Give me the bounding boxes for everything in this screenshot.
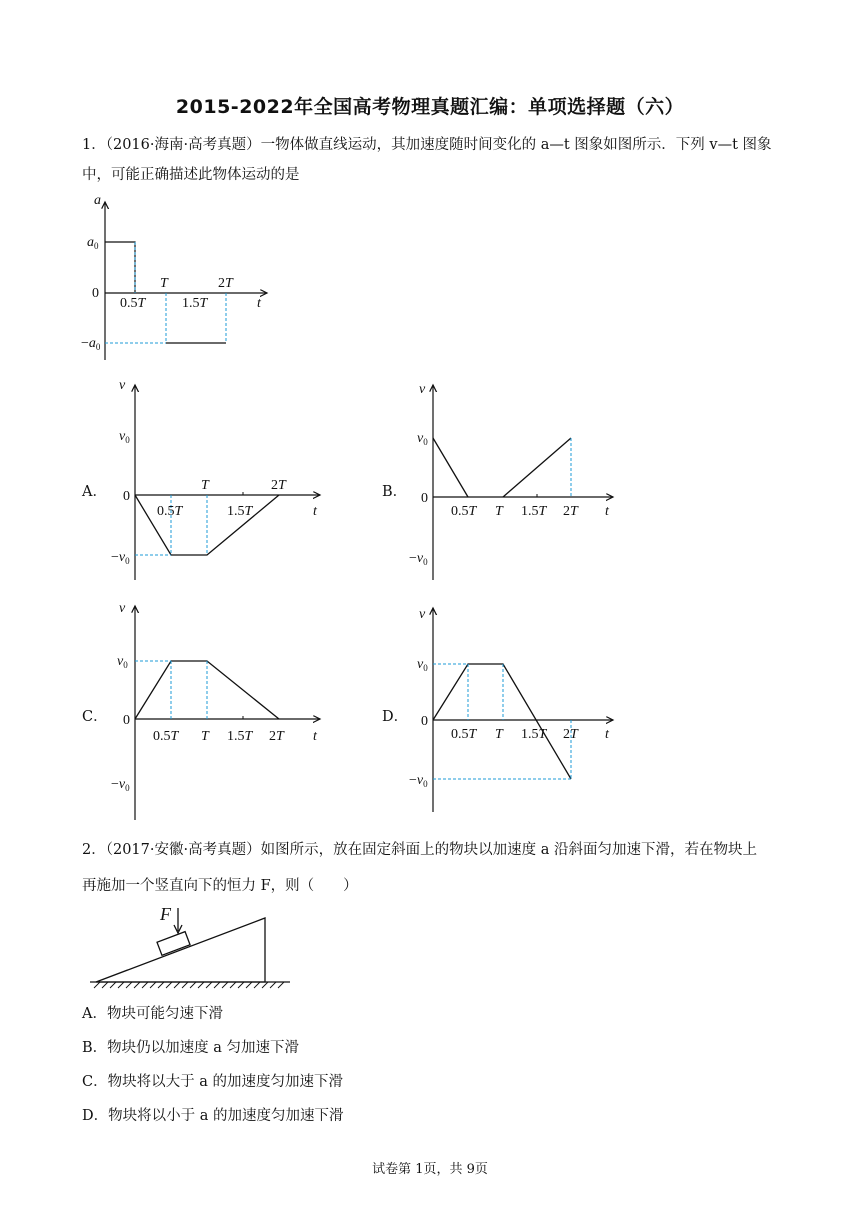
svg-text:1.5T: 1.5T: [227, 729, 253, 744]
x-tick-0.5t: 0.5T: [120, 296, 146, 311]
svg-text:v0: $v_0$: [117, 654, 128, 670]
q2-option-a[interactable]: A．物块可能匀速下滑: [82, 1006, 223, 1022]
option-d-curve: [433, 664, 571, 779]
svg-text:−v0: $-v_0$: [111, 550, 130, 566]
svg-text:v0: $v_0$: [417, 431, 428, 447]
question-1-line-2: 中，可能正确描述此物体运动的是: [82, 167, 300, 183]
svg-text:t: t: [313, 729, 317, 744]
q2-option-d[interactable]: D．物块将以小于 a 的加速度匀加速下滑: [82, 1108, 344, 1124]
question-2-line-1: 2．（2017·安徽·高考真题）如图所示，放在固定斜面上的物块以加速度 a 沿斜面匀加速下滑，若在物块上: [82, 842, 757, 858]
svg-text:1.5T: 1.5T: [227, 504, 253, 519]
svg-text:−v0: $-v_0$: [409, 551, 428, 567]
question-1-stem: [82, 130, 782, 190]
x-tick-1.5t: 1.5T: [182, 296, 208, 311]
svg-text:−v0: $-v_0$: [409, 773, 428, 789]
svg-text:t: t: [605, 504, 609, 519]
svg-text:2T: 2T: [271, 478, 286, 493]
a-t-graph: [82, 190, 282, 370]
svg-text:T: T: [201, 729, 209, 744]
page-footer: 试卷第 1页，共 9页: [372, 1162, 488, 1177]
q2-option-b[interactable]: B．物块仍以加速度 a 匀加速下滑: [82, 1040, 300, 1056]
svg-text:v: v: [119, 378, 126, 393]
svg-text:0: 0: [421, 491, 428, 506]
option-b-curve-1: [433, 438, 468, 497]
force-label: F: [160, 904, 171, 924]
svg-text:t: t: [313, 504, 317, 519]
option-b-graph: [405, 375, 620, 585]
svg-text:0.5T: 0.5T: [153, 729, 179, 744]
option-b-curve-2: [503, 438, 571, 497]
option-b-label[interactable]: B．: [382, 484, 408, 500]
option-c-label[interactable]: C．: [82, 709, 108, 725]
incline-diagram: [90, 898, 300, 993]
svg-text:T: T: [495, 727, 503, 742]
svg-text:1.5T: 1.5T: [521, 504, 547, 519]
x-tick-2t: 2T: [218, 276, 233, 291]
svg-text:0: 0: [421, 714, 428, 729]
option-a-label[interactable]: A．: [82, 484, 107, 500]
svg-text:0.5T: 0.5T: [451, 504, 477, 519]
option-d-graph: [405, 600, 620, 815]
option-a-graph: [105, 375, 335, 585]
svg-text:−v0: $-v_0$: [111, 777, 130, 793]
a-axis-label: a: [94, 193, 101, 208]
svg-text:t: t: [605, 727, 609, 742]
a-line-positive: [105, 242, 135, 293]
y-tick-a0: $a_0$: [87, 235, 99, 251]
svg-text:T: T: [201, 478, 209, 493]
svg-text:1.5T: 1.5T: [521, 727, 547, 742]
svg-text:v0: $v_0$: [417, 657, 428, 673]
x-tick-t: T: [160, 276, 168, 291]
block: [157, 932, 190, 956]
svg-text:0: 0: [123, 713, 130, 728]
t-axis-label: t: [257, 296, 261, 311]
page-title: 2015-2022年全国高考物理真题汇编：单项选择题（六）: [175, 96, 685, 118]
option-c-graph: [105, 598, 335, 823]
q2-option-c[interactable]: C．物块将以大于 a 的加速度匀加速下滑: [82, 1074, 343, 1090]
option-c-curve: [135, 661, 279, 719]
option-d-label[interactable]: D．: [382, 709, 409, 725]
y-tick-neg-a0: $-a_0$: [81, 336, 101, 352]
svg-text:v: v: [419, 607, 426, 622]
ground-hatching: [94, 982, 284, 988]
svg-text:T: T: [495, 504, 503, 519]
svg-text:v0: $v_0$: [119, 429, 130, 445]
question-1-line-1: 1．（2016·海南·高考真题）一物体做直线运动，其加速度随时间变化的 a—t 图象如图所示．下列 v—t 图象: [82, 137, 772, 153]
svg-text:2T: 2T: [269, 729, 284, 744]
question-2-stem: [82, 832, 782, 904]
svg-text:2T: 2T: [563, 727, 578, 742]
question-2-line-2: 再施加一个竖直向下的恒力 F，则（ ）: [82, 878, 358, 894]
svg-text:0: 0: [123, 489, 130, 504]
svg-text:2T: 2T: [563, 504, 578, 519]
svg-text:v: v: [119, 601, 126, 616]
y-tick-zero: 0: [92, 286, 99, 301]
svg-text:v: v: [419, 382, 426, 397]
svg-text:0.5T: 0.5T: [451, 727, 477, 742]
svg-text:0.5T: 0.5T: [157, 504, 183, 519]
